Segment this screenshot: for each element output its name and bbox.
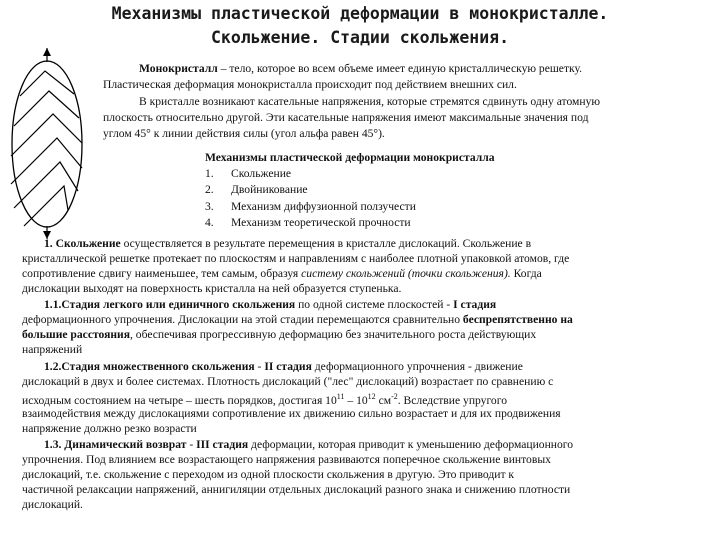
stage3-line-1: [44, 438, 573, 452]
stage1-line-3: [22, 328, 536, 342]
intro-definition: – тело, которое во всем объеме имеет единую кристаллическую решетку.: [217, 62, 583, 75]
crystal-slip-diagram: [2, 48, 92, 240]
page-title: [0, 2, 720, 50]
stage2-line-3: [22, 390, 507, 408]
stage2-text: – 10: [344, 393, 368, 407]
stage2-unit: см: [375, 393, 392, 407]
slip-line-3: [22, 267, 542, 281]
slip-text: Когда: [510, 267, 542, 280]
stage2-text: исходным состоянием на четыре – шесть порядков, достигая 10: [22, 393, 337, 407]
stage1-text: по одной системе плоскостей -: [295, 298, 454, 311]
mechanism-item: [205, 216, 411, 230]
stage3-text: деформации, которая приводит к уменьшению деформационного: [248, 438, 574, 451]
stage1-text: , обеспечивая прогрессивную деформацию без значительного роста действующих: [130, 328, 537, 341]
force-arrow-top: [43, 48, 51, 56]
monocrystal-term: Монокристалл: [139, 62, 218, 75]
item-number: 4.: [205, 216, 214, 229]
slip-line-1: [44, 237, 531, 251]
stage1-heading: 1.1.Стадия легкого или единичного скольжения: [44, 298, 296, 311]
intro-line-1: [139, 62, 582, 76]
stage2-text: деформационного упрочнения - движение: [311, 360, 523, 373]
stage1-emphasis: большие расстояния: [22, 328, 130, 341]
stage3-text: -: [186, 438, 197, 451]
stage2-line-1: [44, 360, 523, 374]
slip-text: осуществляется в результате перемещения в кристалле дислокаций. Скольжение в: [120, 237, 532, 250]
exponent: -2: [391, 392, 398, 401]
stage1-line-2: [22, 313, 573, 327]
mechanism-item: [205, 183, 308, 197]
slip-number: 1.: [44, 237, 56, 250]
title-line-2: Скольжение. Стадии скольжения.: [210, 28, 509, 47]
stage1-roman: I стадия: [453, 298, 497, 311]
stage1-line-1: [44, 298, 496, 312]
slip-system-term: систему скольжений (точки скольжения).: [301, 267, 511, 280]
stage3-roman: III стадия: [196, 438, 249, 451]
item-text: Механизм теоретической прочности: [231, 216, 411, 229]
mechanism-item: [205, 200, 416, 214]
stage3-line-3: дислокаций, т.е. скольжение с переходом из одной плоскости скольжения в другую. Это приводит к: [22, 468, 515, 481]
mechanism-item: [205, 167, 292, 181]
item-text: Двойникование: [231, 183, 308, 196]
stage2-text: . Вследствие упругого: [397, 393, 507, 407]
stage2-heading: 1.2.Стадия множественного скольжения: [44, 360, 255, 373]
title-line-1: Механизмы пластической деформации в монокристалле.: [111, 4, 609, 23]
item-number: 1.: [205, 167, 214, 180]
intro-line-4: плоскость относительно другой. Эти касательные напряжения имеют максимальные значения под: [103, 111, 589, 124]
intro-line-3: В кристалле возникают касательные напряжения, которые стремятся сдвинуть одну атомную: [139, 95, 601, 108]
slip-term: Скольжение: [55, 237, 121, 250]
slip-line-2: кристаллической решетке протекает по плоскостям и направлениям с наиболее плотной упаковкой атомов, где: [22, 252, 570, 265]
stage1-text: деформационного упрочнения. Дислокации на этой стадии перемещаются сравнительно: [22, 313, 463, 326]
intro-line-2: Пластическая деформация монокристалла происходит под действием внешних сил.: [103, 78, 517, 91]
stage2-text: -: [254, 360, 265, 373]
exponent: 12: [367, 392, 376, 401]
intro-line-5: углом 45° к линии действия силы (угол альфа равен 45°).: [103, 127, 385, 140]
item-text: Механизм диффузионной ползучести: [231, 200, 416, 213]
exponent: 11: [336, 392, 345, 401]
stage3-line-4: частичной релаксации напряжений, аннигиляции отдельных дислокаций разного знака и снижению плотности: [22, 483, 571, 496]
stage1-line-4: напряжений: [22, 343, 83, 356]
slip-line-4: дислокации выходят на поверхность кристалла на ней образуется ступенька.: [22, 282, 402, 295]
item-number: 3.: [205, 200, 214, 213]
stage2-line-2: дислокаций в двух и более системах. Плотность дислокаций ("лес" дислокаций) возрастает по сравнению с: [22, 375, 554, 388]
item-number: 2.: [205, 183, 214, 196]
stage3-heading: 1.3. Динамический возврат: [44, 438, 187, 451]
stage2-roman: II стадия: [264, 360, 312, 373]
stage2-line-4: взаимодействия между дислокациями сопротивление их движению сильно возрастает и для их продвижения: [22, 407, 561, 420]
stage3-line-5: дислокаций.: [22, 498, 83, 511]
stage1-emphasis: беспрепятственно на: [462, 313, 573, 326]
item-text: Скольжение: [231, 167, 292, 180]
mechanisms-heading: Механизмы пластической деформации монокристалла: [205, 151, 495, 164]
stage2-line-5: напряжение должно резко возрасти: [22, 422, 197, 435]
stage3-line-2: упрочнения. Под влиянием все возрастающего напряжения развиваются поперечное скольжение винтовых: [22, 453, 551, 466]
slip-text: сопротивление сдвигу наименьшее, тем самым, образуя: [22, 267, 302, 280]
